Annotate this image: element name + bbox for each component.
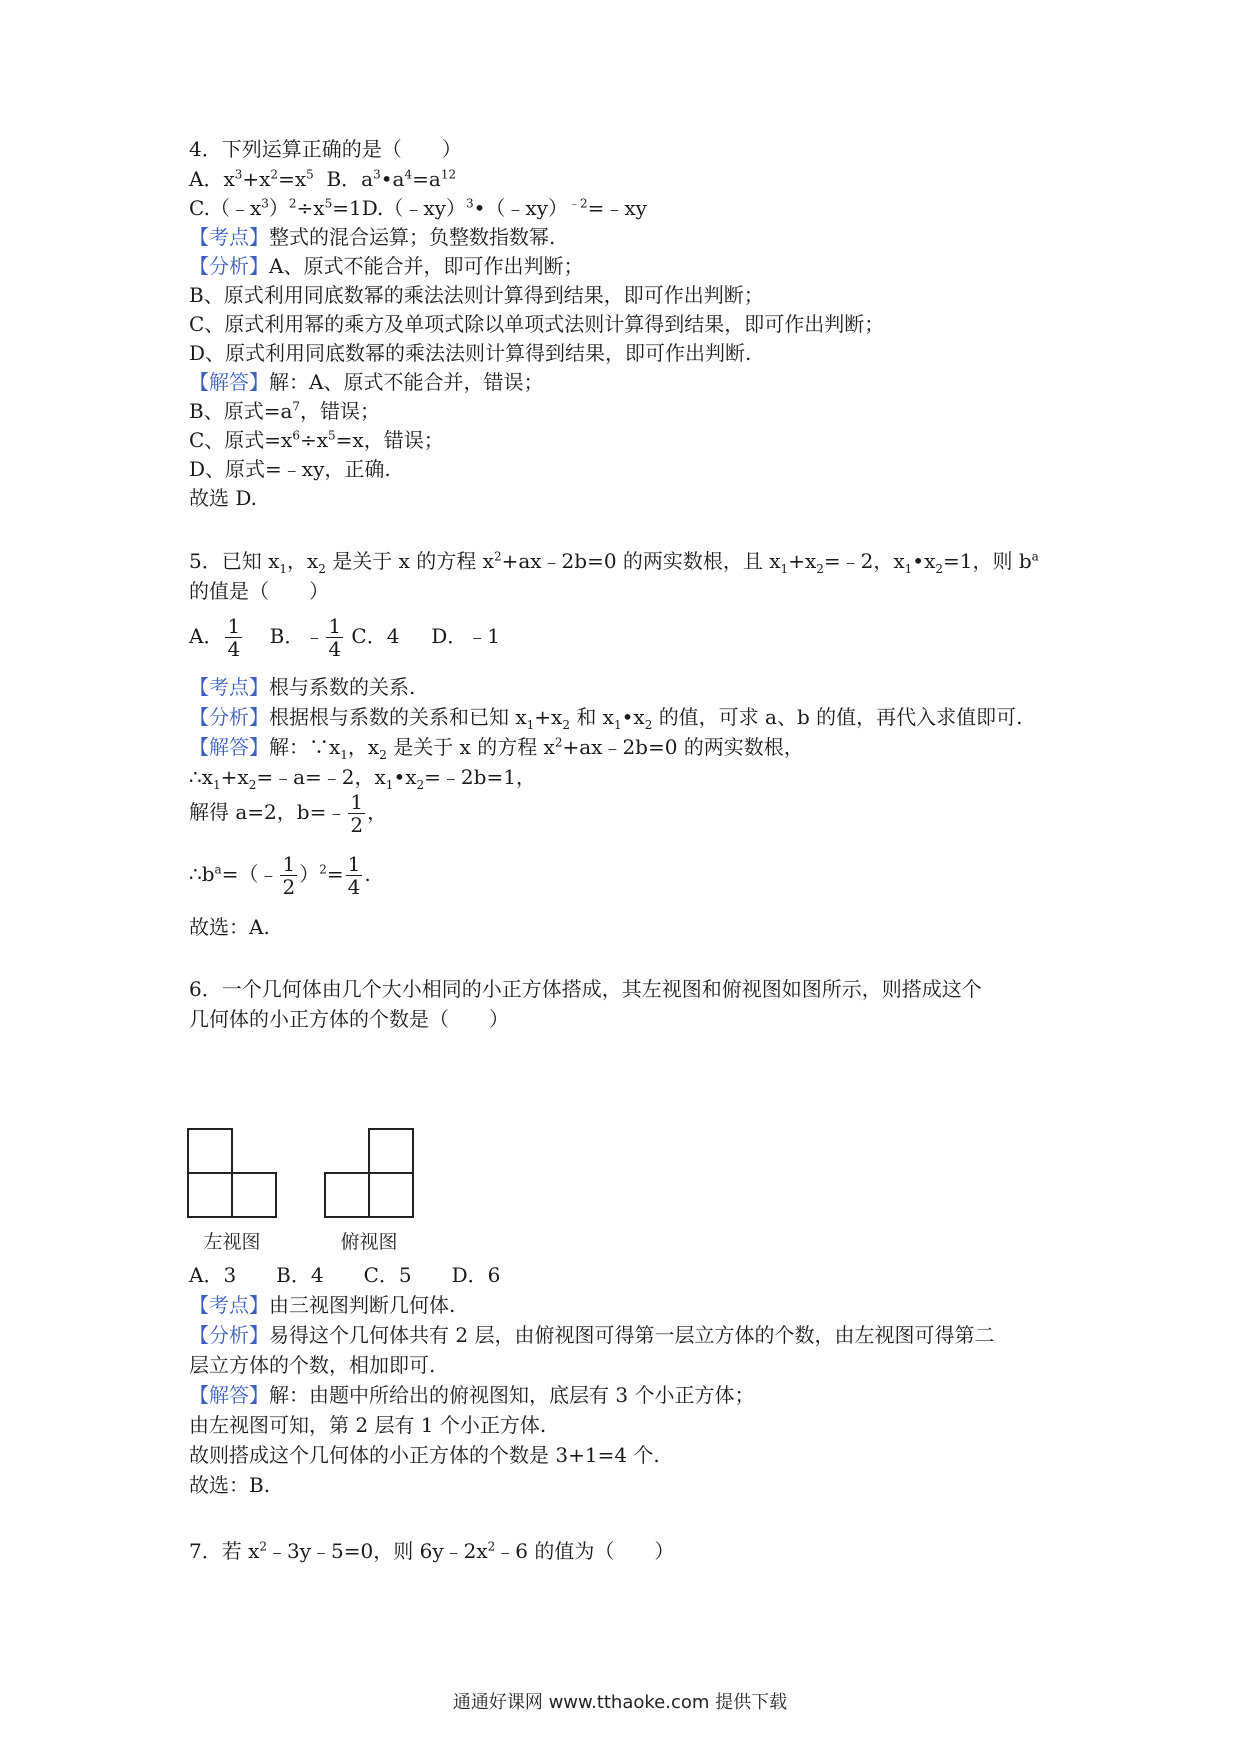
q5-options: A． $\frac{1}{4}$ B．﹣ $\frac{1}{4}$ C．4 D．﹣1 bbox=[189, 614, 501, 661]
q4-fenxi: 【分析】A、原式不能合并，即可作出判断； bbox=[189, 254, 584, 278]
q4-fenxi-d: D、原式利用同底数幂的乘法法则计算得到结果，即可作出判断. bbox=[189, 341, 752, 365]
q4-jieda-b: B、原式$=a^7$，错误； bbox=[189, 399, 381, 423]
q6-fenxi: 【分析】易得这个几何体共有 2 层，由俯视图可得第一层立方体的个数，由左视图可得第二 bbox=[189, 1323, 995, 1347]
fraction-one-quarter: $\frac{1}{4}$ bbox=[347, 852, 361, 899]
page-footer: 通通好课网 www.tthaoke.com 提供下载 bbox=[452, 1692, 788, 1713]
q4-stem: 4．下列运算正确的是（ ） bbox=[189, 137, 462, 161]
q6-kaodian: 【考点】由三视图判断几何体. bbox=[189, 1293, 456, 1317]
q6-jieda: 【解答】解：由题中所给出的俯视图知，底层有 3 个小正方体； bbox=[189, 1383, 755, 1407]
q5-therefore: $\therefore x_1+x_2=﹣a=﹣2$，$x_1•x_2=﹣2b=1$， bbox=[189, 765, 536, 792]
top-view-drawing bbox=[325, 1129, 413, 1217]
fraction-one-quarter: $\frac{1}{4}$ bbox=[227, 614, 241, 661]
q6-stem-line2: 几何体的小正方体的个数是（ ） bbox=[189, 1007, 509, 1031]
top-view-label: 俯视图 bbox=[340, 1231, 398, 1253]
left-view-label: 左视图 bbox=[203, 1231, 261, 1253]
q4-kaodian: 【考点】整式的混合运算；负整数指数幂. bbox=[189, 225, 556, 249]
q6-jieda-line2: 由左视图可知，第 2 层有 1 个小正方体. bbox=[189, 1413, 547, 1437]
three-view-figure bbox=[187, 1128, 427, 1256]
q5-jieda: 【解答】解：$\because x_1$，$x_2$ 是关于 x 的方程 $x^2+ax﹣2b=0$ 的两实数根， bbox=[189, 735, 804, 762]
q6-answer: 故选：B. bbox=[189, 1473, 271, 1497]
fraction-one-half: $\frac{1}{2}$ bbox=[350, 790, 364, 837]
q4-jieda-c: C、原式$=x^6\div x^5=x$，错误； bbox=[189, 428, 444, 452]
q6-stem-line1: 6．一个几何体由几个大小相同的小正方体搭成，其左视图和俯视图如图所示，则搭成这个 bbox=[189, 977, 982, 1001]
q6-options: A．3 B．4 C．5 D．6 bbox=[189, 1263, 501, 1287]
fraction-one-half: $\frac{1}{2}$ bbox=[282, 852, 296, 899]
q5-stem: 5．已知 $x_1$，$x_2$ 是关于 x 的方程 $x^2+ax﹣2b=0$ 的两实数根，且 $x_1+x_2=﹣2$，$x_1•x_2=1$，则 $b^a$ bbox=[189, 549, 1039, 576]
q5-solve: 解得 a=2，b=﹣ $\frac{1}{2}$ ， bbox=[189, 790, 388, 837]
q5-fenxi: 【分析】根据根与系数的关系和已知 $x_1+x_2$ 和 $x_1•x_2$ 的值，可求 a、b 的值，再代入求值即可. bbox=[189, 705, 1023, 732]
q4-jieda-d: D、原式=﹣xy，正确. bbox=[189, 457, 391, 481]
fraction-one-quarter: $\frac{1}{4}$ bbox=[328, 614, 342, 661]
q4-options-cd: $C.(﹣x^3)^2\div x^5=1D.(﹣xy)^3•(﹣xy)^{﹣2}=﹣xy$ bbox=[189, 196, 647, 220]
left-view-drawing bbox=[188, 1129, 276, 1217]
q4-jieda: 【解答】解：A、原式不能合并，错误； bbox=[189, 370, 544, 394]
q5-answer: 故选：A. bbox=[189, 915, 270, 939]
q4-fenxi-c: C、原式利用幂的乘方及单项式除以单项式法则计算得到结果，即可作出判断； bbox=[189, 312, 885, 336]
q6-fenxi-line2: 层立方体的个数，相加即可. bbox=[189, 1353, 436, 1377]
q7-stem: 7．若 $x^2﹣3y﹣5=0$，则 $6y﹣2x^2﹣6$ 的值为（ ） bbox=[189, 1539, 675, 1563]
q4-answer: 故选 D. bbox=[189, 486, 258, 510]
q5-kaodian: 【考点】根与系数的关系. bbox=[189, 675, 416, 699]
q4-fenxi-b: B、原式利用同底数幂的乘法法则计算得到结果，即可作出判断； bbox=[189, 283, 764, 307]
q5-result: $\therefore b^a=(﹣$ $\frac{1}{2}$ ）$^2$= $\frac{1}{4}$ . bbox=[189, 852, 371, 899]
q5-stem-line2: 的值是（ ） bbox=[189, 579, 329, 603]
q4-options-ab: A．$x^3+x^2=x^5$ B．$a^3•a^4=a^{12}$ bbox=[189, 167, 457, 191]
q6-jieda-line3: 故则搭成这个几何体的小正方体的个数是 3+1=4 个. bbox=[189, 1443, 660, 1467]
